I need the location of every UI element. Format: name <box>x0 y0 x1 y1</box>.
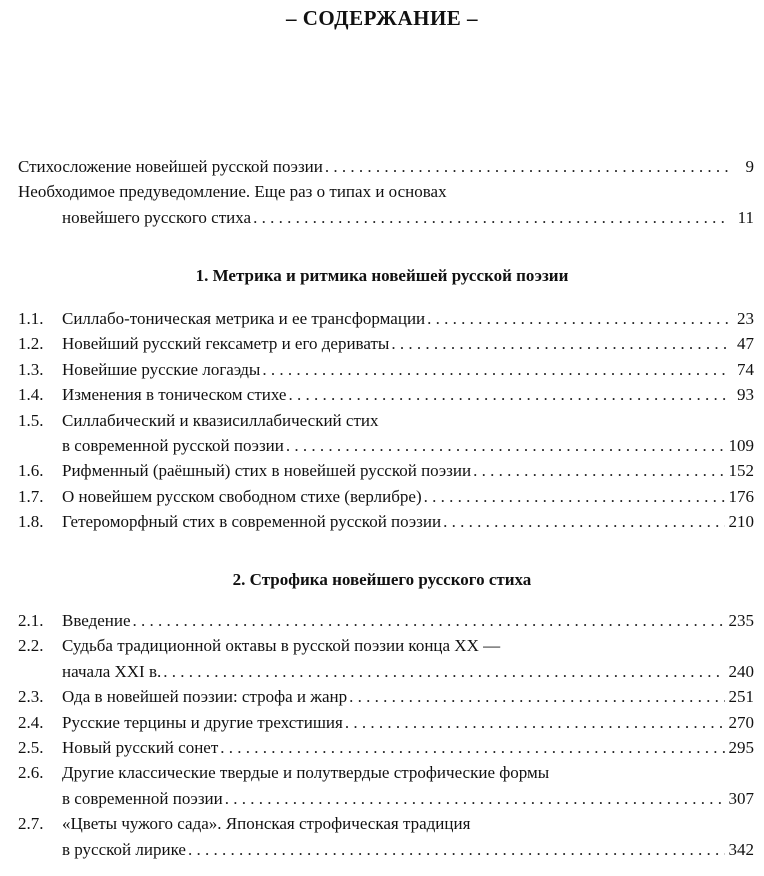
toc-entry-s2-1[interactable] <box>62 610 754 632</box>
toc-entry-text: начала XXI в. <box>62 661 162 681</box>
toc-entry-number: 2.7. <box>18 814 44 834</box>
toc-page-number: 93 <box>737 385 754 405</box>
toc-page-number: 270 <box>728 712 754 732</box>
toc-entry-text: в современной русской поэзии <box>62 436 284 455</box>
toc-entry-text: новейшего русского стиха <box>62 208 252 227</box>
toc-entry-s2-2-line1[interactable]: Судьба традиционной октавы в русской поэзии конца XX — <box>62 636 501 656</box>
toc-entry-number: 2.2. <box>18 636 44 656</box>
dot-leader <box>133 610 725 632</box>
toc-entry-text: в современной поэзии <box>62 788 223 808</box>
toc-page-number: 23 <box>737 309 754 328</box>
toc-entry-number: 1.5. <box>18 410 44 430</box>
toc-entry-text: Силлабо-тоническая метрика и ее трансформации <box>62 309 426 328</box>
toc-entry-intro-2[interactable] <box>62 207 754 229</box>
toc-page-number: 176 <box>728 486 754 506</box>
dot-leader <box>253 207 730 229</box>
toc-entry-s1-7[interactable] <box>62 486 754 508</box>
toc-page-number: 251 <box>728 687 754 707</box>
toc-entry-number: 1.2. <box>18 334 44 354</box>
toc-entry-number: 2.1. <box>18 611 44 630</box>
toc-entry-number: 1.1. <box>18 309 44 328</box>
toc-entry-text: Новейшие русские логаэды <box>62 359 261 379</box>
dot-leader <box>325 156 730 178</box>
toc-entry-s1-5-line1[interactable]: Силлабический и квазисиллабический стих <box>62 410 379 430</box>
toc-entry-text: Ода в новейшей поэзии: строфа и жанр <box>62 687 348 707</box>
toc-entry-text: Русские терцины и другие трехстишия <box>62 712 343 732</box>
dot-leader <box>286 435 725 457</box>
toc-entry-number: 2.6. <box>18 763 44 783</box>
toc-entry-s1-3[interactable] <box>62 359 754 381</box>
toc-entry-number: 1.7. <box>18 486 44 506</box>
toc-entry-s2-6-line1[interactable]: Другие классические твердые и полутвердые строфические формы <box>62 763 550 783</box>
toc-entry-s1-5[interactable] <box>62 435 754 457</box>
toc-page-number: 240 <box>728 661 754 681</box>
page-title: – СОДЕРЖАНИЕ – <box>285 6 479 30</box>
toc-entry-s2-2[interactable] <box>62 661 754 683</box>
toc-entry-text: О новейшем русском свободном стихе (верлибре) <box>62 486 422 506</box>
toc-page-number: 74 <box>737 359 754 379</box>
dot-leader <box>163 661 724 683</box>
toc-entry-s1-4[interactable] <box>62 384 754 406</box>
toc-entry-text: Гетероморфный стих в современной русской поэзии <box>62 512 442 532</box>
dot-leader <box>443 511 724 533</box>
toc-entry-s1-1[interactable] <box>62 308 754 330</box>
toc-page-number: 342 <box>728 839 754 859</box>
toc-page-number: 295 <box>728 738 754 757</box>
dot-leader <box>424 486 725 508</box>
toc-entry-intro-1[interactable] <box>18 156 754 178</box>
section-title-2: 2. Строфика новейшего русского стиха <box>232 570 532 589</box>
toc-page-number: 11 <box>737 208 754 227</box>
toc-page-number: 307 <box>728 788 754 808</box>
toc-entry-number: 2.5. <box>18 738 44 757</box>
toc-page-number: 210 <box>728 512 754 532</box>
dot-leader <box>473 460 724 482</box>
toc-entry-number: 2.4. <box>18 712 44 732</box>
toc-page-number: 152 <box>728 461 754 481</box>
dot-leader <box>220 737 724 759</box>
toc-entry-number: 1.3. <box>18 359 44 379</box>
toc-entry-text: в русской лирике <box>62 839 186 859</box>
dot-leader <box>345 712 725 734</box>
toc-page-number: 235 <box>728 611 754 630</box>
toc-entry-number: 1.8. <box>18 512 44 532</box>
toc-page-number: 9 <box>745 157 754 176</box>
dot-leader <box>288 384 730 406</box>
toc-entry-s2-4[interactable] <box>62 712 754 734</box>
dot-leader <box>262 359 730 381</box>
dot-leader <box>349 686 724 708</box>
toc-entry-number: 1.6. <box>18 461 44 481</box>
toc-entry-s2-6[interactable] <box>62 788 754 810</box>
toc-entry-s2-3[interactable] <box>62 686 754 708</box>
toc-page-number: 109 <box>728 436 754 455</box>
toc-entry-s1-6[interactable] <box>62 460 754 482</box>
toc-entry-text: Новейший русский гексаметр и его дериваты <box>62 334 390 354</box>
toc-entry-s1-2[interactable] <box>62 333 754 355</box>
dot-leader <box>188 839 725 861</box>
dot-leader <box>427 308 730 330</box>
toc-entry-s2-5[interactable] <box>62 737 754 759</box>
toc-entry-number: 2.3. <box>18 687 44 707</box>
toc-entry-text: Рифменный (раёшный) стих в новейшей русской поэзии <box>62 461 472 481</box>
toc-entry-text: Новый русский сонет <box>62 738 219 757</box>
toc-entry-text: Введение <box>62 611 131 630</box>
toc-entry-text: Стихосложение новейшей русской поэзии <box>18 157 323 176</box>
toc-page-number: 47 <box>737 334 754 354</box>
toc-entry-text: Изменения в тоническом стихе <box>62 385 287 405</box>
toc-entry-number: 1.4. <box>18 385 44 405</box>
toc-entry-intro-2-line1[interactable]: Необходимое предуведомление. Еще раз о типах и основах <box>18 182 447 201</box>
section-title-1: 1. Метрика и ритмика новейшей русской поэзии <box>195 266 569 285</box>
dot-leader <box>391 333 730 355</box>
toc-entry-s2-7[interactable] <box>62 839 754 861</box>
dot-leader <box>225 788 725 810</box>
toc-entry-s1-8[interactable] <box>62 511 754 533</box>
toc-entry-s2-7-line1[interactable]: «Цветы чужого сада». Японская строфическая традиция <box>62 814 471 834</box>
